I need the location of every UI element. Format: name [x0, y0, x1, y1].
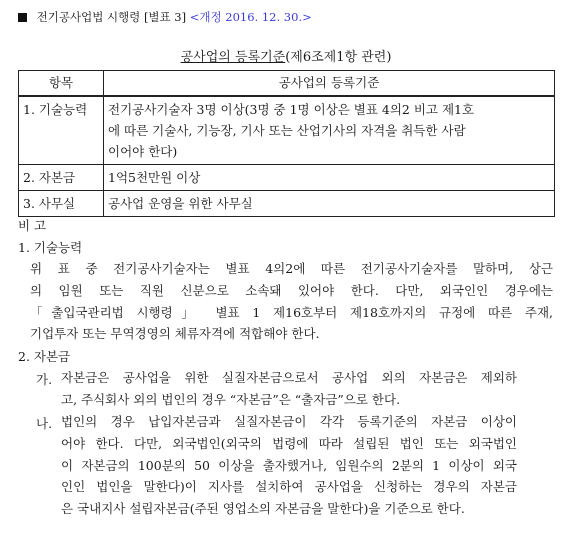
document-header [18, 9, 312, 25]
paragraph-line: 「출입국관리법 시행령」 별표 1 제16호부터 제18호까지의 규정에 따른 주재, [30, 304, 553, 320]
item-label-a: 가. [36, 372, 53, 387]
section-heading-technical: 1. 기술능력 [18, 240, 83, 255]
paragraph-line: 위 표 중 전기공사기술자는 별표 4의2에 따른 전기공사기술자를 말하며, 상근 [30, 261, 553, 276]
table-header-row [19, 71, 555, 97]
row-standard-line: 전기공사기술자 3명 이상(3명 중 1명 이상은 별표 4의2 비고 제1호 [108, 102, 475, 117]
page-title [0, 46, 572, 65]
square-bullet-icon [18, 13, 27, 22]
row-standard-text [104, 96, 555, 165]
paragraph-line: 은 국내지사 설립자본금(주된 영업소의 자본금을 말한다)을 기준으로 한다. [61, 501, 465, 517]
paragraph-line: 인인 법인을 말한다)이 지사를 설치하여 공사업을 신청하는 경우의 자본금 [61, 479, 517, 495]
row-standard-line: 이어야 한다) [108, 144, 178, 159]
section-heading-capital: 2. 자본금 [18, 349, 71, 364]
row-item-label: 2. 자본금 [19, 165, 104, 191]
capital-paragraph-b [61, 411, 517, 520]
paragraph-line: 자본금은 공사업을 위한 실질자본금으로서 공사업 외의 자본금은 제외하 [61, 370, 517, 385]
capital-paragraph-a [61, 367, 517, 411]
item-label-b: 나. [36, 416, 53, 431]
column-header-standard: 공사업의 등록기준 [104, 71, 555, 97]
paragraph-line: 법인의 경우 납입자본금과 실질자본금이 각각 등록기준의 자본금 이상이 [61, 414, 517, 429]
paragraph-line: 어야 한다. 다만, 외국법인(외국의 법령에 따라 설립된 법인 또는 외국법인 [61, 435, 517, 451]
paragraph-line: 고, 주식회사 외의 법인의 경우 “자본금”은 “출자금”으로 한다. [61, 391, 401, 407]
revision-date: <개정 2016. 12. 30.> [189, 10, 312, 24]
row-item-label: 3. 사무실 [19, 191, 104, 217]
registration-standard-table [18, 70, 555, 217]
title-sub: (제6조제1항 관련) [285, 50, 392, 65]
title-main: 공사업의 등록기준 [180, 50, 286, 65]
row-standard-text: 1억5천만원 이상 [104, 165, 555, 191]
law-name: 전기공사업법 시행령 [별표 3] [36, 10, 187, 24]
row-standard-line: 에 따른 기술사, 기능장, 기사 또는 산업기사의 자격을 취득한 사람 [108, 123, 466, 138]
paragraph-line: 의 임원 또는 직원 신분으로 소속돼 있어야 한다. 다만, 외국인인 경우에는 [30, 282, 553, 298]
row-standard-text: 공사업 운영을 위한 사무실 [104, 191, 555, 217]
row-item-label: 1. 기술능력 [19, 96, 104, 165]
table-row [19, 191, 555, 217]
technical-paragraph [30, 258, 553, 345]
paragraph-line: 기업투자 또는 무역경영의 체류자격에 적합해야 한다. [30, 326, 320, 342]
paragraph-line: 이 자본금의 100분의 50 이상을 출자했거나, 임원수의 2분의 1 이상이 외국 [61, 457, 517, 473]
table-row [19, 96, 555, 165]
table-row [19, 165, 555, 191]
notes-heading: 비 고 [18, 218, 47, 233]
column-header-item: 항목 [19, 71, 104, 97]
